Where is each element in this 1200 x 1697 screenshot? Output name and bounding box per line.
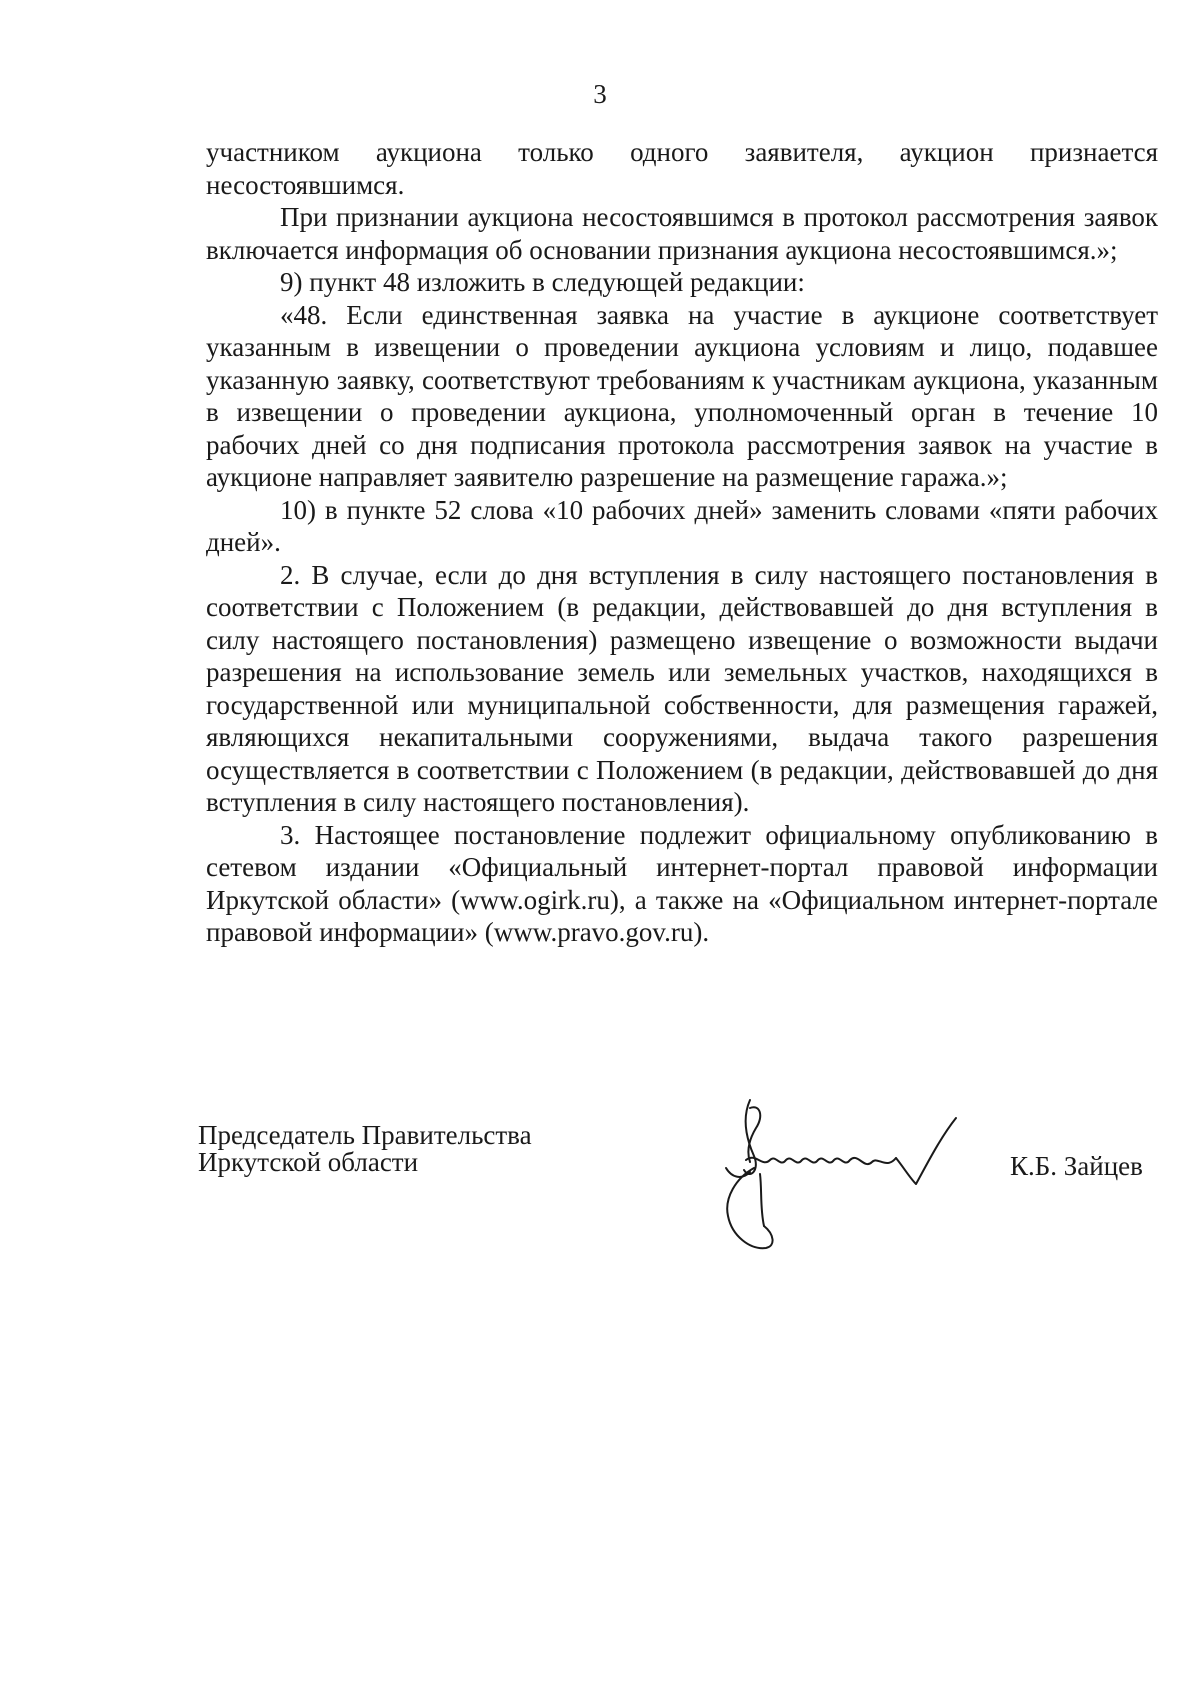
signatory-position — [198, 1122, 532, 1176]
signatory-position-line1: Председатель Правительства — [198, 1120, 532, 1150]
page-number: 3 — [593, 79, 607, 109]
paragraph-item-10: 10) в пункте 52 слова «10 рабочих дней» заменить словами «пяти рабочих дней». — [206, 494, 1158, 557]
paragraph-item-48: «48. Если единственная заявка на участие в аукционе соответствует указанным в извещении о проведении аукциона условиям и лицо, подавшее указанную заявку, соответствуют требованиям к участникам аукциона, указанным в извещении о проведении аукциона, уполномоченный орган в течение 10 рабочих дней со дня подписания протокола рассмотрения заявок на участие в аукционе направляет заявителю разрешение на размещение гаража.»; — [206, 299, 1158, 492]
paragraph-continuation: участником аукциона только одного заявителя, аукцион признается несостоявшимся. — [206, 137, 1158, 200]
handwritten-signature — [720, 1098, 990, 1258]
paragraph-section-2: 2. В случае, если до дня вступления в силу настоящего постановления в соответствии с Положением (в редакции, действовавшей до дня вступления в силу настоящего постановления) размещено извещение о возможности выдачи разрешения на использование земель или земельных участков, находящихся в государственной или муниципальной собственности, для размещения гаражей, являющихся некапитальными сооружениями, выдача такого разрешения осуществляется в соответствии с Положением (в редакции, действовавшей до дня вступления в силу настоящего постановления). — [206, 559, 1158, 817]
document-body — [206, 136, 1158, 949]
paragraph-failed-auction: При признании аукциона несостоявшимся в протокол рассмотрения заявок включается информация об основании признания аукциона несостоявшимся.»; — [206, 202, 1158, 265]
paragraph-item-9: 9) пункт 48 изложить в следующей редакции: — [280, 267, 805, 297]
signatory-name: К.Б. Зайцев — [1010, 1151, 1143, 1181]
signatory-position-line2: Иркутской области — [198, 1147, 419, 1177]
paragraph-section-3: 3. Настоящее постановление подлежит официальному опубликованию в сетевом издании «Официальный интернет-портал правовой информации Иркутской области» (www.ogirk.ru), а также на «Официальном интернет-портале правовой информации» (www.pravo.gov.ru). — [206, 819, 1158, 947]
